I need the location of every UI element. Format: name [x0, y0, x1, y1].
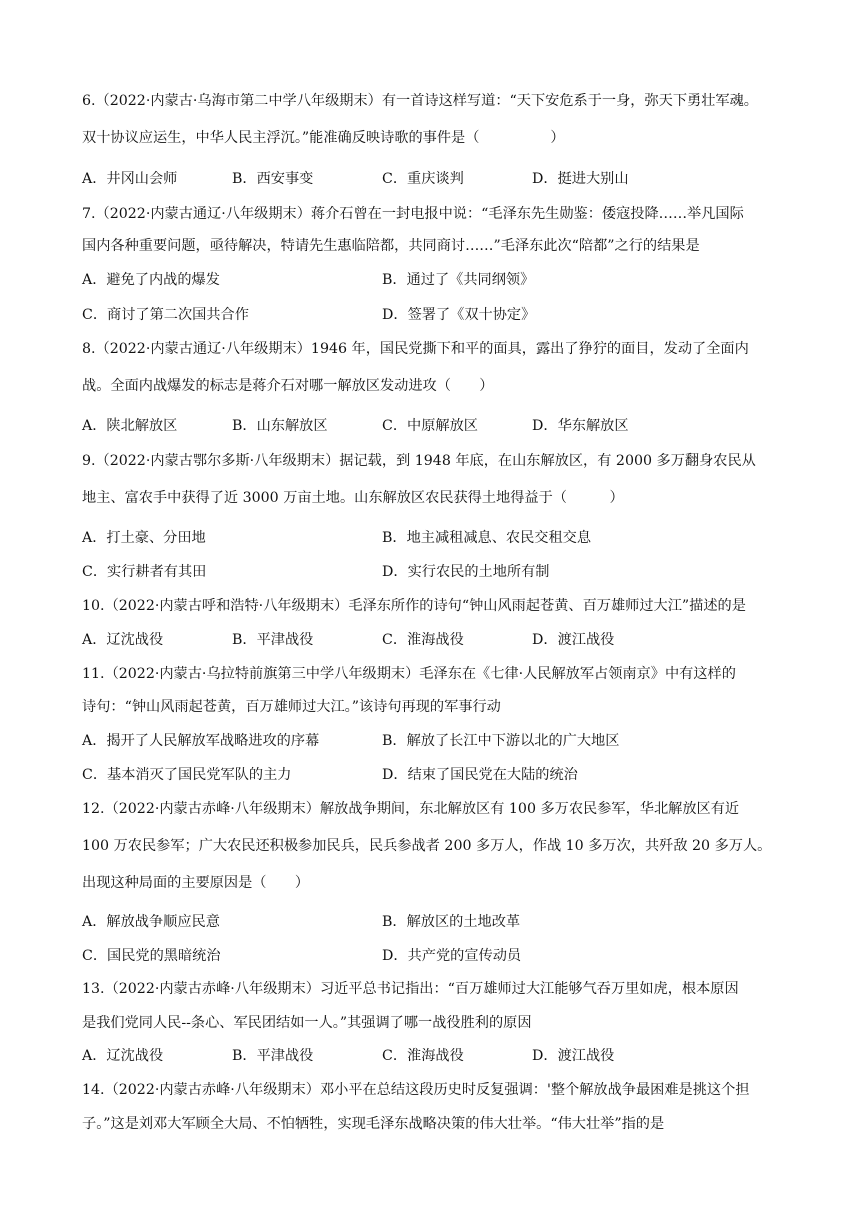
question-7-option-a: A．避免了内战的爆发 [82, 272, 220, 288]
question-10-option-a: A．辽沈战役 [82, 632, 164, 648]
question-6-stem-line-2: 双十协议应运生，中华人民主浮沉。”能准确反映诗歌的事件是（ ） [82, 130, 565, 146]
question-9-option-b: B．地主减租减息、农民交租交息 [382, 530, 592, 546]
question-10-option-b: B．平津战役 [232, 632, 314, 648]
question-12-stem-line-2: 100 万农民参军；广大农民还积极参加民兵，民兵参战者 200 多万人，作战 10 多万次，共歼敌 20 多万人。 [82, 838, 772, 854]
question-14-stem-line-2: 子。”这是刘邓大军顾全大局、不怕牺牲，实现毛泽东战略决策的伟大壮举。“伟大壮举”指的是 [82, 1116, 665, 1132]
question-9-option-a: A．打土豪、分田地 [82, 530, 206, 546]
question-13-option-d: D．渡江战役 [532, 1048, 615, 1064]
question-11-option-a: A．揭开了人民解放军战略进攻的序幕 [82, 733, 320, 749]
question-12-stem-line-1: 12.（2022·内蒙古赤峰·八年级期末）解放战争期间，东北解放区有 100 多万农民参军，华北解放区有近 [82, 801, 740, 817]
question-13-option-a: A．辽沈战役 [82, 1048, 164, 1064]
question-13-option-c: C．淮海战役 [382, 1048, 464, 1064]
question-11-option-d: D．结束了国民党在大陆的统治 [382, 767, 578, 783]
question-12-option-a: A．解放战争顺应民意 [82, 914, 220, 930]
question-8-option-b: B．山东解放区 [232, 418, 328, 434]
question-12-option-d: D．共产党的宣传动员 [382, 948, 522, 964]
question-14-stem-line-1: 14.（2022·内蒙古赤峰·八年级期末）邓小平在总结这段历史时反复强调：'整个解放战争最困难是挑这个担 [82, 1082, 750, 1098]
question-9-stem-line-1: 9.（2022·内蒙古鄂尔多斯·八年级期末）据记载，到 1948 年底，在山东解放区，有 2000 多万翻身农民从 [82, 453, 756, 469]
question-7-stem-line-1: 7.（2022·内蒙古通辽·八年级期末）蒋介石曾在一封电报中说：“毛泽东先生勋鉴：倭寇投降……举凡国际 [82, 206, 744, 222]
question-8-option-a: A．陕北解放区 [82, 418, 178, 434]
question-7-stem-line-2: 国内各种重要问题，亟待解决，特请先生惠临陪都，共同商讨……”毛泽东此次“陪都”之行的结果是 [82, 238, 700, 254]
question-9-option-d: D．实行农民的土地所有制 [382, 564, 550, 580]
question-6-option-c: C．重庆谈判 [382, 171, 464, 187]
question-6-option-d: D．挺进大别山 [532, 171, 629, 187]
question-7-option-b: B．通过了《共同纲领》 [382, 272, 535, 288]
question-11-stem-line-2: 诗句：“钟山风雨起苍黄，百万雄师过大江。”该诗句再现的军事行动 [82, 699, 501, 715]
question-12-option-b: B．解放区的土地改革 [382, 914, 521, 930]
question-8-option-d: D．华东解放区 [532, 418, 629, 434]
question-13-stem-line-1: 13.（2022·内蒙古赤峰·八年级期末）习近平总书记指出：“百万雄师过大江能够气吞万里如虎，根本原因 [82, 981, 739, 997]
question-6-option-b: B．西安事变 [232, 171, 314, 187]
question-10-option-d: D．渡江战役 [532, 632, 615, 648]
question-9-stem-line-2: 地主、富农手中获得了近 3000 万亩土地。山东解放区农民获得土地得益于（ ） [82, 490, 624, 506]
question-6-stem-line-1: 6.（2022·内蒙古·乌海市第二中学八年级期末）有一首诗这样写道：“天下安危系于一身，弥天下勇壮军魂。 [82, 93, 758, 109]
question-8-stem-line-2: 战。全面内战爆发的标志是蒋介石对哪一解放区发动进攻（ ） [82, 378, 494, 394]
question-13-option-b: B．平津战役 [232, 1048, 314, 1064]
question-12-stem-line-3: 出现这种局面的主要原因是（ ） [82, 875, 310, 891]
question-12-option-c: C．国民党的黑暗统治 [82, 948, 221, 964]
question-11-option-b: B．解放了长江中下游以北的广大地区 [382, 733, 620, 749]
question-10-option-c: C．淮海战役 [382, 632, 464, 648]
question-8-option-c: C．中原解放区 [382, 418, 478, 434]
question-9-option-c: C．实行耕者有其田 [82, 564, 207, 580]
question-6-option-a: A．井冈山会师 [82, 171, 178, 187]
question-8-stem-line-1: 8.（2022·内蒙古通辽·八年级期末）1946 年，国民党撕下和平的面具，露出了狰狞的面目，发动了全面内 [82, 341, 749, 357]
question-10-stem-line-1: 10.（2022·内蒙古呼和浩特·八年级期末）毛泽东所作的诗句“钟山风雨起苍黄、百万雄师过大江”描述的是 [82, 598, 746, 614]
question-7-option-c: C．商讨了第二次国共合作 [82, 307, 249, 323]
question-11-stem-line-1: 11.（2022·内蒙古·乌拉特前旗第三中学八年级期末）毛泽东在《七律·人民解放军占领南京》中有这样的 [82, 666, 736, 682]
question-7-option-d: D．签署了《双十协定》 [382, 307, 536, 323]
question-11-option-c: C．基本消灭了国民党军队的主力 [82, 767, 292, 783]
question-13-stem-line-2: 是我们党同人民--条心、军民团结如一人。”其强调了哪一战役胜利的原因 [82, 1015, 532, 1031]
